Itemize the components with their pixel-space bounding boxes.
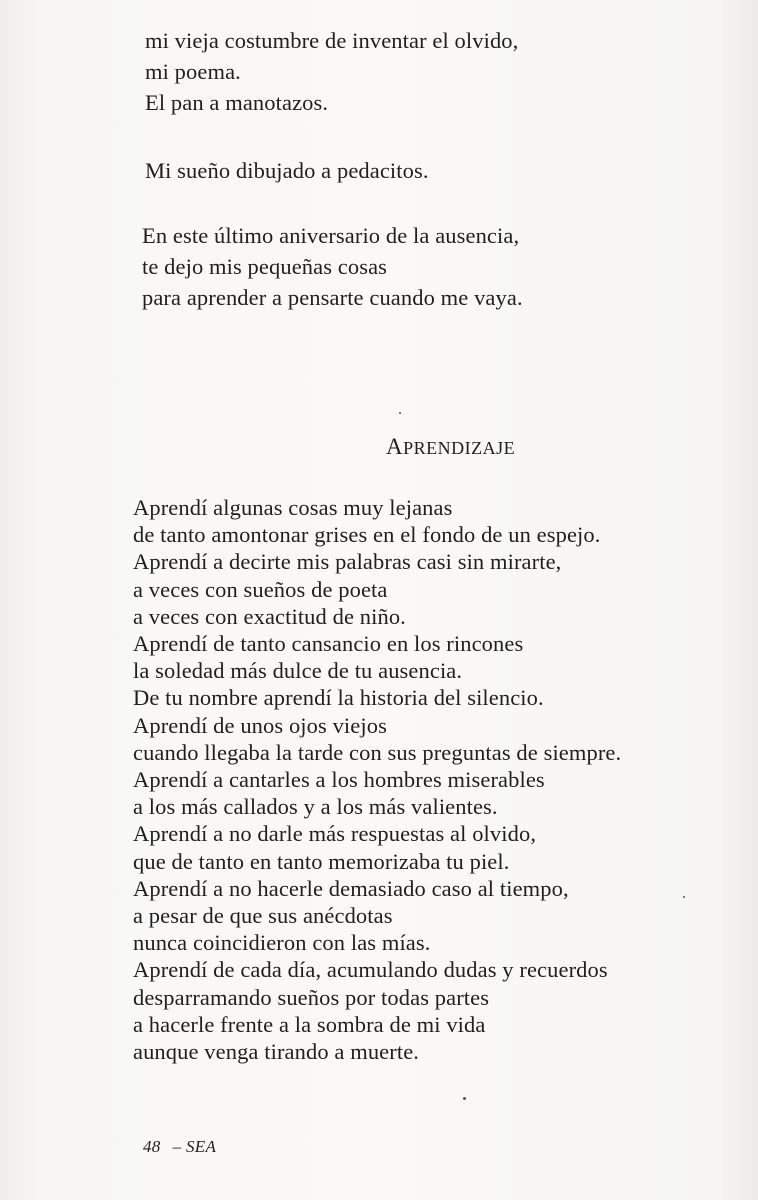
poem-body xyxy=(133,494,621,1065)
verse-line: a veces con exactitud de niño. xyxy=(133,603,406,629)
verse-line: Aprendí a decirte mis palabras casi sin mirarte, xyxy=(133,549,562,575)
ink-speck xyxy=(399,412,401,414)
stanza-1 xyxy=(145,25,518,118)
stanza-3 xyxy=(142,220,523,313)
verse-line: Aprendí de cada día, acumulando dudas y recuerdos xyxy=(133,957,608,983)
verse-line: Aprendí a cantarles a los hombres miserables xyxy=(133,767,545,793)
verse-line: De tu nombre aprendí la historia del silencio. xyxy=(133,685,544,711)
ink-speck xyxy=(463,1097,466,1100)
verse-line: mi vieja costumbre de inventar el olvido, xyxy=(145,28,519,53)
verse-line: para aprender a pensarte cuando me vaya. xyxy=(142,285,523,310)
verse-line: Aprendí de unos ojos viejos xyxy=(133,712,387,738)
verse-line: de tanto amontonar grises en el fondo de un espejo. xyxy=(133,522,601,548)
page-number: 48 xyxy=(143,1137,161,1156)
verse-line: la soledad más dulce de tu ausencia. xyxy=(133,658,463,684)
verse-line: Mi sueño dibujado a pedacitos. xyxy=(145,158,429,183)
verse-line: mi poema. xyxy=(145,59,241,84)
verse-line: cuando llegaba la tarde con sus preguntas de siempre. xyxy=(133,739,622,765)
page-footer xyxy=(143,1137,216,1157)
verse-line: nunca coincidieron con las mías. xyxy=(133,930,431,956)
verse-line: a los más callados y a los más valientes. xyxy=(133,794,498,820)
verse-line: a veces con sueños de poeta xyxy=(133,576,388,602)
verse-line: aunque venga tirando a muerte. xyxy=(133,1039,420,1065)
verse-line: El pan a manotazos. xyxy=(145,90,329,115)
stanza-2 xyxy=(145,155,429,186)
verse-line: Aprendí a no hacerle demasiado caso al tiempo, xyxy=(133,875,569,901)
verse-line: Aprendí de tanto cansancio en los rincones xyxy=(133,631,524,657)
verse-line: En este último aniversario de la ausencia, xyxy=(142,223,520,248)
verse-line: a pesar de que sus anécdotas xyxy=(133,903,393,929)
ink-speck xyxy=(683,896,685,898)
verse-line: que de tanto en tanto memorizaba tu piel. xyxy=(133,848,510,874)
section-label: – SEA xyxy=(172,1137,217,1156)
poem-title-initial: A xyxy=(386,434,404,459)
verse-line: te dejo mis pequeñas cosas xyxy=(142,254,388,279)
verse-line: desparramando sueños por todas partes xyxy=(133,984,490,1010)
verse-line: Aprendí a no darle más respuestas al olvido, xyxy=(133,821,537,847)
verse-line: a hacerle frente a la sombra de mi vida xyxy=(133,1011,486,1037)
poem-title xyxy=(386,434,515,460)
poem-title-rest: PRENDIZAJE xyxy=(403,438,516,458)
verse-line: Aprendí algunas cosas muy lejanas xyxy=(133,495,453,520)
